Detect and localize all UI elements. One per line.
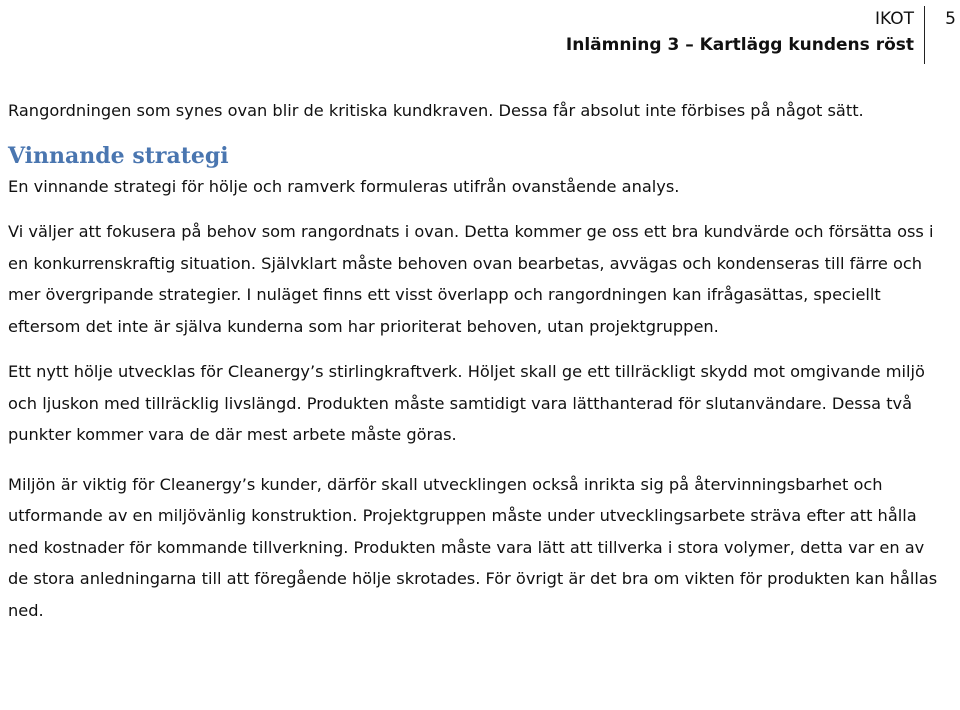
document-title: Inlämning 3 – Kartlägg kundens röst bbox=[565, 35, 914, 55]
paragraph-environment: Miljön är viktig för Cleanergy’s kunder, därför skall utvecklingen också inrikta sig på återvinningsbarhet och utformande av en miljövänlig konstruktion. Projektgruppen måste under utvecklingsarbete sträva efter att hålla ned kostnader för kommande tillverkning. Produkten måste vara lätt att tillverka i stora volymer, detta var en av de stora anledningarna till att föregående hölje skrotades. För övrigt är det bra om vikten för produkten kan hållas ned. bbox=[8, 474, 938, 620]
page-header bbox=[566, 6, 925, 64]
document-body bbox=[8, 95, 948, 626]
paragraph-critical-requirements: Rangordningen som synes ovan blir de kritiska kundkraven. Dessa får absolut inte förbises på något sätt. bbox=[8, 101, 864, 120]
section-heading: Vinnande strategi bbox=[8, 142, 229, 169]
paragraph-new-housing: Ett nytt hölje utvecklas för Cleanergy’s stirlingkraftverk. Höljet skall ge ett tillräckligt skydd mot omgivande miljö och ljuskon med tillräcklig livslängd. Produkten måste samtidigt vara lätthanterad för slutanvändare. Dessa två punkter kommer vara de där mest arbete måste göras. bbox=[8, 362, 925, 444]
paragraph-strategy-intro: En vinnande strategi för hölje och ramverk formuleras utifrån ovanstående analys. bbox=[8, 176, 680, 196]
paragraph-focus-needs: Vi väljer att fokusera på behov som rangordnats i ovan. Detta kommer ge oss ett bra kundvärde och försätta oss i en konkurrenskraftig situation. Självklart måste behoven ovan bearbetas, avvägas och kondenseras till färre och mer övergripande strategier. I nuläget finns ett visst överlapp och rangordningen kan ifrågasättas, speciellt eftersom det inte är själva kunderna som har prioriterat behoven, utan projektgruppen. bbox=[8, 222, 934, 336]
course-code: IKOT bbox=[875, 9, 914, 29]
page-number: 5 bbox=[945, 9, 956, 29]
